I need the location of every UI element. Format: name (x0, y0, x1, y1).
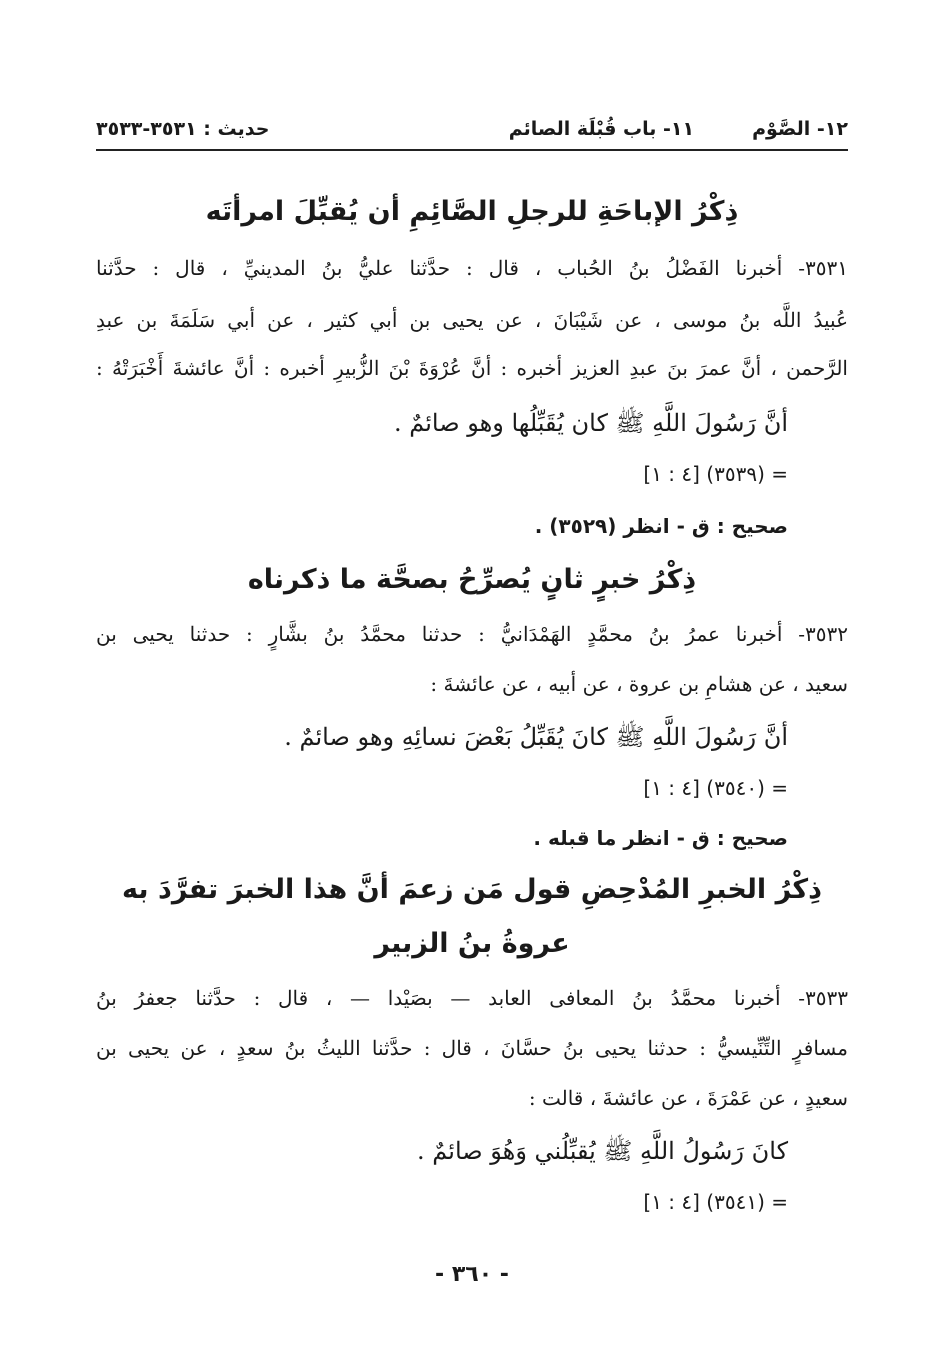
section-heading-3-cont: عروةُ بنُ الزبير (374, 928, 570, 959)
chapter-title: ١٢- الصَّوْم (752, 118, 848, 140)
hadith-3533-line-1: ٣٥٣٣- أخبرنا محمَّدُ بنُ المعافى العابد — بصَيْدا — ، قال : حدَّثنا جعفرُ بنُ (96, 986, 848, 1010)
hadith-3531-line-3: الرَّحمن ، أنَّ عمرَ بنَ عبدِ العزيز أخبره : أنَّ عُرْوَةَ بْنَ الزُّبيرِ أخبره : أنَّ عائشةَ أَخْبَرَتْهُ : (96, 356, 848, 380)
hadith-3531-ref: = (٣٥٣٩) [٤ : ١] (643, 462, 788, 486)
hadith-3531-line-2: عُبيدُ اللَّه بنُ موسى ، عن شَيْبَانَ ، عن يحيى بن أبي كثير ، عن أبي سَلَمَةَ بن عبدِ (96, 308, 848, 332)
hadith-3531-line-1: ٣٥٣١- أخبرنا الفَضْلُ بنُ الحُباب ، قال : حدَّثنا عليُّ بنُ المدينيِّ ، قال : حدَّثنا (96, 256, 848, 280)
hadith-range: حديث : ٣٥٣١-٣٥٣٣ (96, 118, 270, 140)
hadith-3531-grade: صحيح : ق - انظر (٣٥٢٩) . (534, 514, 788, 538)
hadith-3532-grade: صحيح : ق - انظر ما قبله . (533, 826, 788, 850)
hadith-3533-line-3: سعيدٍ ، عن عَمْرَةَ ، عن عائشةَ ، قالت : (528, 1086, 848, 1110)
hadith-3533-ref: = (٣٥٤١) [٤ : ١] (643, 1190, 788, 1214)
hadith-3532-text: أنَّ رَسُولَ اللَّهِ ﷺ كانَ يُقَبِّلُ بَعْضَ نسائِهِ وهو صائمٌ . (284, 723, 788, 751)
page-number: - ٣٦٠ - (435, 1262, 509, 1287)
hadith-3531-text: أنَّ رَسُولَ اللَّهِ ﷺ كان يُقَبِّلُها وهو صائمٌ . (393, 409, 788, 437)
running-header (96, 112, 848, 146)
section-heading-2: ذِكْرُ خبرٍ ثانٍ يُصرِّحُ بصحَّة ما ذكرناه (247, 564, 697, 595)
hadith-3532-line-1: ٣٥٣٢- أخبرنا عمرُ بنُ محمَّدٍ الهَمْدَانيُّ : حدثنا محمَّدُ بنُ بشَّارٍ : حدثنا يحيى بن (96, 622, 848, 646)
section-title: ١١- باب قُبْلَة الصائم (508, 118, 695, 140)
section-heading-3: ذِكْرُ الخبرِ المُدْحِضِ قول مَن زعمَ أنَّ هذا الخبرَ تفرَّدَ به (122, 874, 822, 905)
hadith-3532-ref: = (٣٥٤٠) [٤ : ١] (643, 776, 788, 800)
hadith-3533-line-2: مسافرٍ التِّنِّيسيُّ : حدثنا يحيى بنُ حسَّانَ ، قال : حدَّثنا الليثُ بنُ سعدٍ ، عن يحيى بن (96, 1036, 848, 1060)
header-rule (96, 149, 848, 151)
hadith-3532-line-2: سعيد ، عن هشامِ بن عروة ، عن أبيه ، عن عائشةَ : (430, 672, 848, 696)
hadith-3533-text: كانَ رَسُولُ اللَّهِ ﷺ يُقبِّلُني وَهُوَ صائمٌ . (417, 1137, 788, 1165)
section-heading-1: ذِكْرُ الإباحَةِ للرجلِ الصَّائِمِ أن يُقبِّلَ امرأتَه (205, 196, 739, 227)
